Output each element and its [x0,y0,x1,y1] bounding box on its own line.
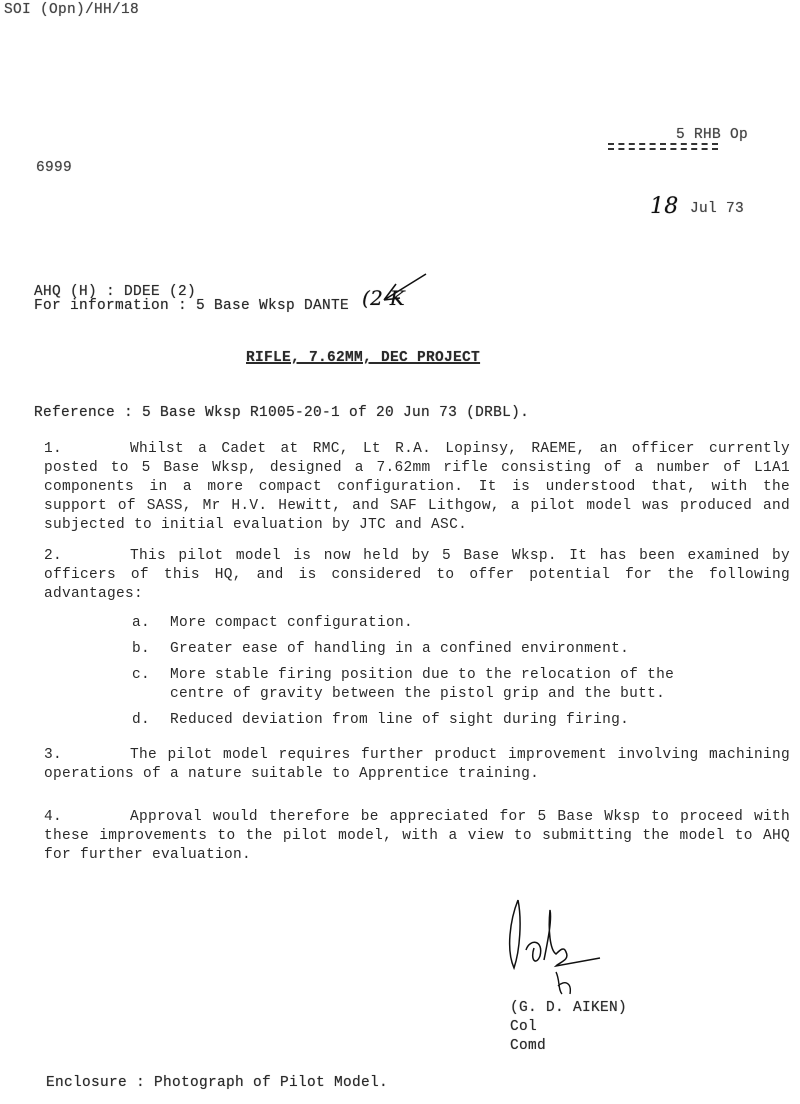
action-addressee: AHQ (H) : DDEE (2) [34,284,197,300]
paragraph-number: 1. [44,441,63,457]
advantage-text: Reduced deviation from line of sight during firing. [170,712,630,728]
advantage-text: More compact configuration. [170,615,414,631]
paragraph-text: The pilot model requires further product improvement involving machining operations of a nature suitable to Apprentice training. [44,747,790,782]
information-addressee: For information : 5 Base Wksp DANTE [34,298,350,314]
signatory-name: (G. D. AIKEN) [510,1000,628,1016]
paragraph-1 [44,440,790,535]
file-reference: SOI (Opn)/HH/18 [4,2,140,18]
date-month-year: Jul 73 [690,201,745,217]
signatory-appointment: Comd [510,1038,547,1054]
signature-icon [500,890,630,1000]
reference-line: Reference : 5 Base Wksp R1005-20-1 of 20 Jun 73 (DRBL). [34,405,530,421]
paragraph-text: Whilst a Cadet at RMC, Lt R.A. Lopinsy, RAEME, an officer currently posted to 5 Base Wksp, designed a 7.62mm rifle consisting of a number of L1A1 components in a more compact configuration. It is understood that, with the support of SASS, Mr H.V. Hewitt, and SAF Lithgow, a pilot model was produced and subjected to initial evaluation by JTC and ASC. [44,441,790,533]
advantage-text: Greater ease of handling in a confined environment. [170,641,630,657]
enclosure-line: Enclosure : Photograph of Pilot Model. [46,1075,389,1091]
paragraph-number: 4. [44,809,63,825]
advantage-text: More stable firing position due to the relocation of the centre of gravity between the pistol grip and the butt. [170,667,675,702]
advantage-item-c [132,666,730,704]
paragraph-number: 3. [44,747,63,763]
handwritten-note: (2 K [362,286,406,310]
advantage-item-a [132,614,730,633]
handwritten-arrow-icon [380,270,430,306]
advantage-label: d. [132,712,151,728]
advantage-label: b. [132,641,151,657]
paragraph-text: Approval would therefore be appreciated for 5 Base Wksp to proceed with these improvements to the pilot model, with a view to submitting the model to AHQ for further evaluation. [44,809,790,863]
document-title: RIFLE, 7.62MM, DEC PROJECT [246,350,481,366]
advantage-item-b [132,640,730,659]
advantage-label: a. [132,615,151,631]
date-day-handwritten: 18 [650,194,679,219]
unit-name: 5 RHB Op [676,127,749,143]
paragraph-number: 2. [44,548,63,564]
advantage-item-d [132,711,730,730]
phone-extension: 6999 [36,160,73,176]
paragraph-text: This pilot model is now held by 5 Base Wksp. It has been examined by officers of this HQ, and is considered to offer potential for the following advantages: [44,548,790,602]
redacted-line [608,143,718,150]
advantage-label: c. [132,667,151,683]
paragraph-3 [44,746,790,784]
signatory-rank: Col [510,1019,538,1035]
paragraph-2 [44,547,790,604]
paragraph-4 [44,808,790,865]
